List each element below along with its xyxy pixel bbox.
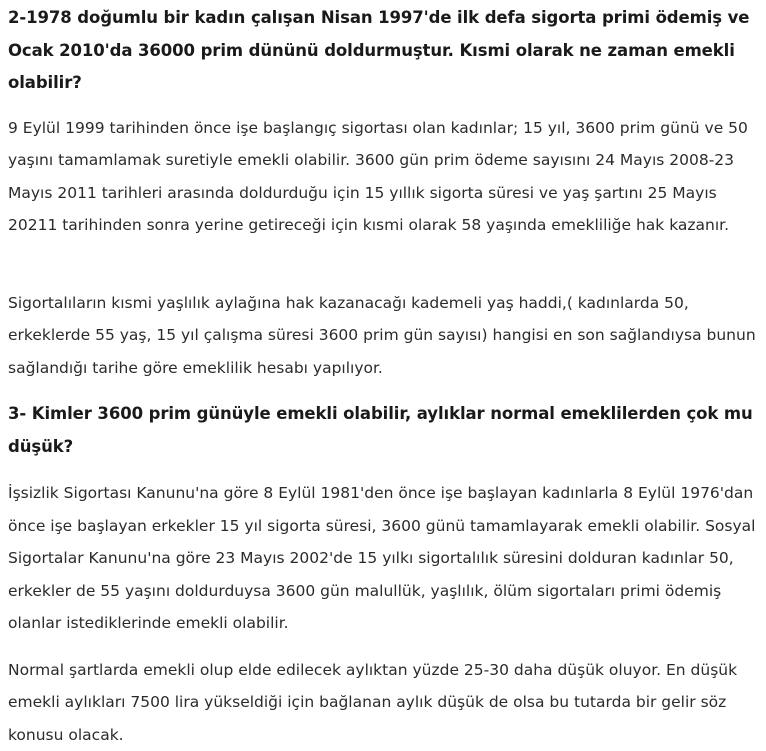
answer-paragraph-4: Normal şartlarda emekli olup elde edilecek aylıktan yüzde 25-30 daha düşük oluyor. En düşük emekli aylıkları 7500 lira yükseldiği için bağlanan aylık düşük de olsa bu tutarda bir gelir söz konusu olacak. bbox=[8, 654, 760, 751]
answer-paragraph-3: İşsizlik Sigortası Kanunu'na göre 8 Eylül 1981'den önce işe başlayan kadınlarla 8 Eylül 1976'dan önce işe başlayan erkekler 15 yıl sigorta süresi, 3600 günü tamamlayarak emekli olabilir. Sosyal Sigortalar Kanunu'na göre 23 Mayıs 2002'de 15 yılkı sigortalılık süresini dolduran kadınlar 50, erkekler de 55 yaşını doldurduysa 3600 gün malullük, yaşlılık, ölüm sigortaları primi ödemiş olanlar istediklerinde emekli olabilir. bbox=[8, 477, 760, 640]
answer-paragraph-1: 9 Eylül 1999 tarihinden önce işe başlangıç sigortası olan kadınlar; 15 yıl, 3600 prim günü ve 50 yaşını tamamlamak suretiyle emekli olabilir. 3600 gün prim ödeme sayısını 24 Mayıs 2008-23 Mayıs 2011 tarihleri arasında doldurduğu için 15 yıllık sigorta süresi ve yaş şartını 25 Mayıs 20211 tarihinden sonra yerine getireceği için kısmi olarak 58 yaşında emekliliğe hak kazanır. bbox=[8, 112, 760, 242]
question-heading-3: 3- Kimler 3600 prim günüyle emekli olabilir, aylıklar normal emeklilerden çok mu düşük? bbox=[8, 398, 760, 463]
answer-paragraph-2: Sigortalıların kısmi yaşlılık aylağına hak kazanacağı kademeli yaş haddi,( kadınlarda 50, erkeklerde 55 yaş, 15 yıl çalışma süresi 3600 prim gün sayısı) hangisi en son sağlandıysa bunun sağlandığı tarihe göre emeklilik hesabı yapılıyor. bbox=[8, 287, 760, 385]
question-heading-2: 2-1978 doğumlu bir kadın çalışan Nisan 1997'de ilk defa sigorta primi ödemiş ve Ocak 2010'da 36000 prim dününü doldurmuştur. Kısmi olarak ne zaman emekli olabilir? bbox=[8, 0, 760, 100]
